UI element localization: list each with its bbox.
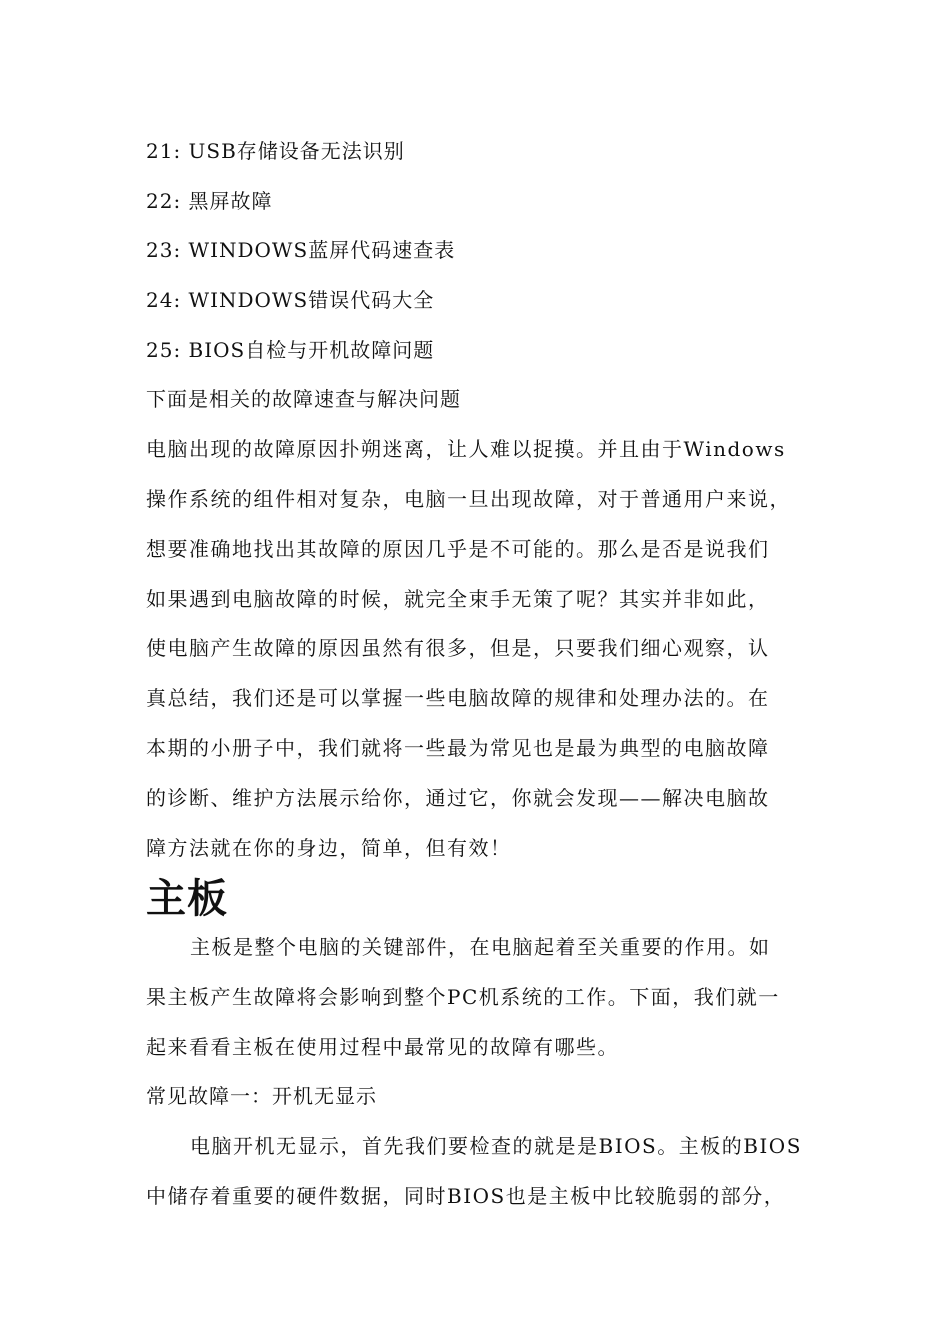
fault-line: 中储存着重要的硬件数据，同时BIOS也是主板中比较脆弱的部分， <box>146 1184 786 1208</box>
toc-item-24: 24: WINDOWS错误代码大全 <box>146 288 435 312</box>
intro-line: 障方法就在你的身边，简单，但有效！ <box>146 836 512 860</box>
intro-heading: 下面是相关的故障速查与解决问题 <box>146 387 461 411</box>
toc-item-23: 23: WINDOWS蓝屏代码速查表 <box>146 238 456 262</box>
fault-line: 电脑开机无显示，首先我们要检查的就是是BIOS。主板的BIOS <box>190 1134 802 1158</box>
toc-item-22: 22: 黑屏故障 <box>146 189 273 213</box>
section-line: 果主板产生故障将会影响到整个PC机系统的工作。下面，我们就一 <box>146 985 780 1009</box>
intro-line: 如果遇到电脑故障的时候，就完全束手无策了呢？其实并非如此， <box>146 587 770 611</box>
intro-line: 使电脑产生故障的原因虽然有很多，但是，只要我们细心观察，认 <box>146 636 770 660</box>
fault-title: 常见故障一：开机无显示 <box>146 1084 377 1108</box>
intro-line: 操作系统的组件相对复杂，电脑一旦出现故障，对于普通用户来说， <box>146 487 791 511</box>
intro-line: 的诊断、维护方法展示给你，通过它，你就会发现——解决电脑故 <box>146 786 770 810</box>
toc-item-25: 25: BIOS自检与开机故障问题 <box>146 338 435 362</box>
section-line: 起来看看主板在使用过程中最常见的故障有哪些。 <box>146 1035 619 1059</box>
intro-line: 电脑出现的故障原因扑朔迷离，让人难以捉摸。并且由于Windows <box>146 437 786 461</box>
section-title: 主板 <box>146 876 228 922</box>
section-line: 主板是整个电脑的关键部件，在电脑起着至关重要的作用。如 <box>190 935 771 959</box>
intro-line: 想要准确地找出其故障的原因几乎是不可能的。那么是否是说我们 <box>146 537 770 561</box>
intro-line: 本期的小册子中，我们就将一些最为常见也是最为典型的电脑故障 <box>146 736 770 760</box>
intro-line: 真总结，我们还是可以掌握一些电脑故障的规律和处理办法的。在 <box>146 686 770 710</box>
toc-item-21: 21: USB存储设备无法识别 <box>146 139 405 163</box>
